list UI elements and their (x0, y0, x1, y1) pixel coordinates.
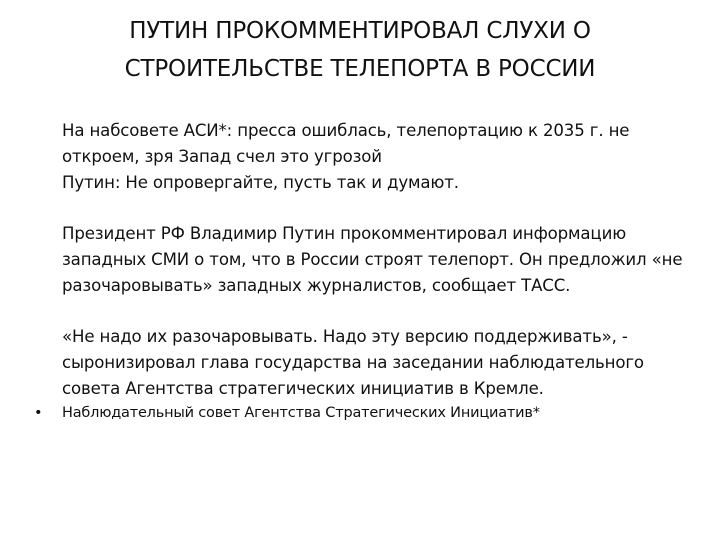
footnote-bullet-item (34, 403, 694, 423)
paragraph-1-line-2: откроем, зря Запад счел это угрозой (62, 146, 382, 166)
paragraph-1 (62, 118, 702, 195)
paragraph-gap (62, 195, 702, 221)
paragraph-3-line-2: сыронизировал глава государства на заседании наблюдательного (62, 353, 644, 373)
slide-title (40, 12, 680, 88)
paragraph-3 (62, 324, 702, 401)
paragraph-2 (62, 221, 702, 298)
paragraph-2-line-2: западных СМИ о том, что в России строят телепорт. Он предложил «не (62, 249, 683, 269)
paragraph-3-line-3: совета Агентства стратегических инициатив в Кремле. (62, 378, 544, 398)
paragraph-3-line-1: «Не надо их разочаровывать. Надо эту версию поддерживать», - (62, 327, 628, 347)
footnote-text: Наблюдательный совет Агентства Стратегических Инициатив* (62, 405, 540, 421)
paragraph-1-line-3: Путин: Не опровергайте, пусть так и думают. (62, 172, 459, 192)
slide-title-line-2: СТРОИТЕЛЬСТВЕ ТЕЛЕПОРТА В РОССИИ (124, 56, 596, 82)
paragraph-gap (62, 299, 702, 325)
paragraph-2-line-3: разочаровывать» западных журналистов, сообщает ТАСС. (62, 275, 571, 295)
paragraph-2-line-1: Президент РФ Владимир Путин прокомментировал информацию (62, 224, 627, 244)
slide-body (62, 118, 702, 402)
paragraph-1-line-1: На набсовете АСИ*: пресса ошиблась, телепортацию к 2035 г. не (62, 121, 630, 140)
bullet-marker: • (34, 405, 43, 421)
slide-title-line-1: ПУТИН ПРОКОММЕНТИРОВАЛ СЛУХИ О (129, 18, 591, 44)
